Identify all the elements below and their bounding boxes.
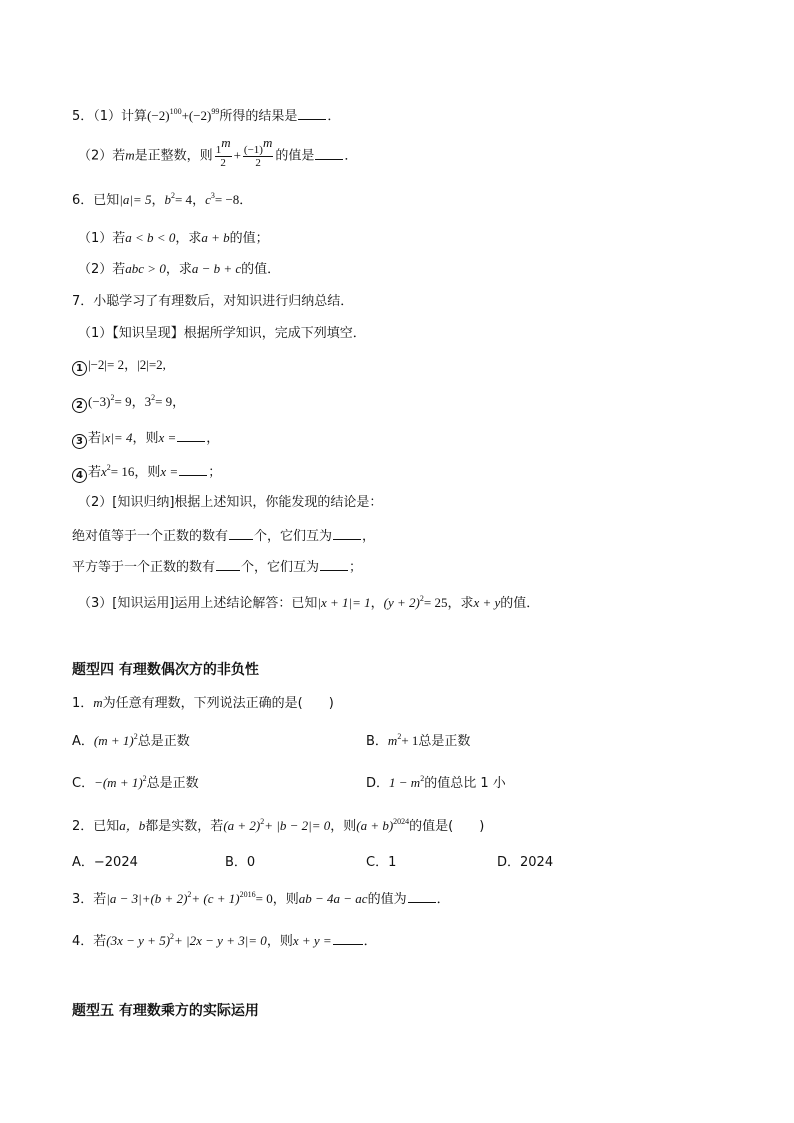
q7-square-conclusion: 平方等于一个正数的数有 个，它们互为 ； [72, 560, 363, 575]
answer-blank[interactable] [320, 558, 348, 571]
answer-blank[interactable] [315, 147, 343, 160]
answer-blank[interactable] [229, 527, 253, 540]
s4-q3: 3．若$|a - 3|+(b + 2)^2+ (c + 1)^{2016}= 0$，则ab − 4a − ac的值为 ． [72, 890, 450, 907]
option-b[interactable]: B．0 [225, 855, 256, 870]
answer-blank[interactable] [333, 527, 361, 540]
option-c[interactable]: C．1 [366, 855, 397, 870]
section-heading: 题型五 有理数乘方的实际运用 [72, 1003, 259, 1019]
q6-part1: （1）若a < b < 0，求a + b的值； [78, 230, 269, 246]
circled-number: 4 [72, 468, 87, 483]
section-heading: 题型四 有理数偶次方的非负性 [72, 662, 259, 678]
answer-blank[interactable] [179, 463, 207, 476]
option-a[interactable]: A．−2024 [72, 855, 138, 870]
fraction: $\frac{1^m}{2}$ [215, 135, 231, 169]
q7-item-3: 3 若|x|= 4，则x = ， [72, 429, 219, 449]
q7-intro: 7．小聪学习了有理数后，对知识进行归纳总结． [72, 294, 354, 309]
q7-item-1: 1 |−2|= 2，|2|=2, [72, 356, 166, 376]
answer-blank[interactable] [333, 932, 363, 945]
q6-stem: 6．已知|a|= 5，$b^2= 4$，$c^3= -8$． [72, 191, 253, 208]
option-b[interactable]: B．$m^2+ 1$总是正数 [366, 732, 471, 749]
s4-q4: 4．若$(3x - y + 5)^2+ |2x - y + 3|= 0$，则x + y = ． [72, 932, 377, 949]
circled-number: 1 [72, 361, 87, 376]
q7-part2: （2）[知识归纳]根据上述知识，你能发现的结论是： [78, 495, 383, 510]
q7-item-4: 4 若$x^2= 16$，则x = ； [72, 463, 221, 483]
circled-number: 3 [72, 434, 87, 449]
q7-part1: （1）【知识呈现】根据所学知识，完成下列填空． [78, 326, 366, 341]
answer-blank[interactable] [298, 107, 326, 120]
circled-number: 2 [72, 398, 87, 413]
option-c[interactable]: C．$-(m + 1)^2$总是正数 [72, 774, 199, 791]
option-a[interactable]: A．$(m + 1)^2$总是正数 [72, 732, 190, 749]
q6-part2: （2）若abc > 0，求a − b + c的值． [78, 261, 281, 277]
q7-item-2: 2 $(-3)^2= 9$，$3^2= 9$， [72, 393, 185, 413]
answer-blank[interactable] [408, 890, 436, 903]
q7-part3: （3）[知识运用]运用上述结论解答：已知|x + 1|= 1，$(y + 2)^2= 25$，求x + y的值． [78, 594, 540, 611]
answer-blank[interactable] [216, 558, 240, 571]
option-d[interactable]: D．$1 - m^2$的值总比 1 小 [366, 774, 506, 791]
fraction: $\frac{(-1)^m}{2}$ [243, 135, 273, 169]
q5-part1: 5．（1）计算$(-2)^{100}+(-2)^{99}$所得的结果是 ． [72, 107, 341, 124]
s4-q2-stem: 2．已知a，b都是实数，若$(a + 2)^2+ |b - 2|= 0$，则$(a + b)^{2024}$的值是( ) [72, 817, 485, 834]
option-d[interactable]: D．2024 [497, 855, 554, 870]
q7-abs-conclusion: 绝对值等于一个正数的数有 个，它们互为 ， [72, 529, 376, 544]
q5-part2: （2）若m是正整数，则 $\frac{1^m}{2}$ + $\frac{(-1)^m}{2}$ 的值是 ． [78, 135, 358, 169]
s4-q1-stem: 1．m为任意有理数，下列说法正确的是( ) [72, 695, 334, 711]
answer-blank[interactable] [177, 429, 205, 442]
